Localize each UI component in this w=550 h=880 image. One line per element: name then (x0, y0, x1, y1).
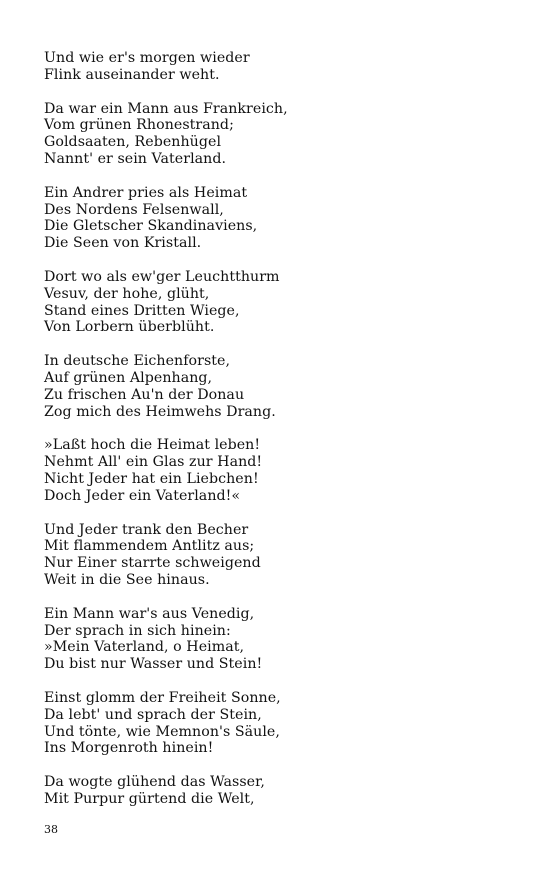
poem-line: Die Seen von Kristall. (44, 235, 202, 252)
poem-line: »Mein Vaterland, o Heimat, (44, 639, 245, 656)
poem-line: Da wogte glühend das Wasser, (44, 774, 265, 791)
stanza (44, 50, 524, 84)
poem-line: Zu frischen Au'n der Donau (44, 386, 245, 403)
poem-line: Und tönte, wie Memnon's Säule, (44, 723, 280, 740)
stanza (44, 185, 524, 252)
poem-line: Da war ein Mann aus Frankreich, (44, 100, 288, 117)
page-number: 38 (44, 823, 58, 836)
poem-line: Einst glomm der Freiheit Sonne, (44, 689, 281, 706)
poem-line: Mit flammendem Antlitz aus; (44, 538, 255, 555)
poem-line: Vesuv, der hohe, glüht, (44, 285, 210, 302)
poem-line: Da lebt' und sprach der Stein, (44, 706, 262, 723)
poem-line: Goldsaaten, Rebenhügel (44, 134, 222, 151)
poem-line: Weit in die See hinaus. (44, 571, 210, 588)
poem-text (44, 50, 524, 825)
poem-line: Von Lorbern überblüht. (44, 319, 215, 336)
poem-line: Die Gletscher Skandinaviens, (44, 218, 258, 235)
poem-line: Vom grünen Rhonestrand; (44, 117, 234, 134)
poem-line: »Laßt hoch die Heimat leben! (44, 437, 261, 454)
stanza (44, 522, 524, 589)
poem-line: Stand eines Dritten Wiege, (44, 302, 240, 319)
stanza (44, 437, 524, 504)
poem-line: Und Jeder trank den Becher (44, 521, 249, 538)
poem-line: Und wie er's morgen wieder (44, 50, 250, 66)
poem-line: Auf grünen Alpenhang, (44, 369, 213, 386)
poem-line: Ins Morgenroth hinein! (44, 740, 214, 757)
poem-line: Nur Einer starrte schweigend (44, 555, 261, 572)
poem-line: Ein Mann war's aus Venedig, (44, 605, 255, 622)
stanza (44, 269, 524, 336)
stanza (44, 353, 524, 420)
poem-line: Der sprach in sich hinein: (44, 622, 231, 639)
poem-line: Des Nordens Felsenwall, (44, 201, 224, 218)
poem-line: Dort wo als ew'ger Leuchtthurm (44, 268, 280, 285)
poem-line: Nicht Jeder hat ein Liebchen! (44, 470, 259, 487)
stanza (44, 774, 524, 808)
stanza (44, 690, 524, 757)
poem-line: In deutsche Eichenforste, (44, 353, 231, 370)
stanza (44, 606, 524, 673)
poem-line: Zog mich des Heimwehs Drang. (44, 403, 276, 420)
poem-line: Doch Jeder ein Vaterland!« (44, 487, 241, 504)
poem-line: Nannt' er sein Vaterland. (44, 150, 227, 167)
poem-line: Ein Andrer pries als Heimat (44, 184, 248, 201)
stanza (44, 101, 524, 168)
poem-line: Nehmt All' ein Glas zur Hand! (44, 454, 263, 471)
poem-line: Mit Purpur gürtend die Welt, (44, 790, 255, 807)
poem-line: Du bist nur Wasser und Stein! (44, 656, 263, 673)
poem-line: Flink auseinander weht. (44, 66, 220, 83)
